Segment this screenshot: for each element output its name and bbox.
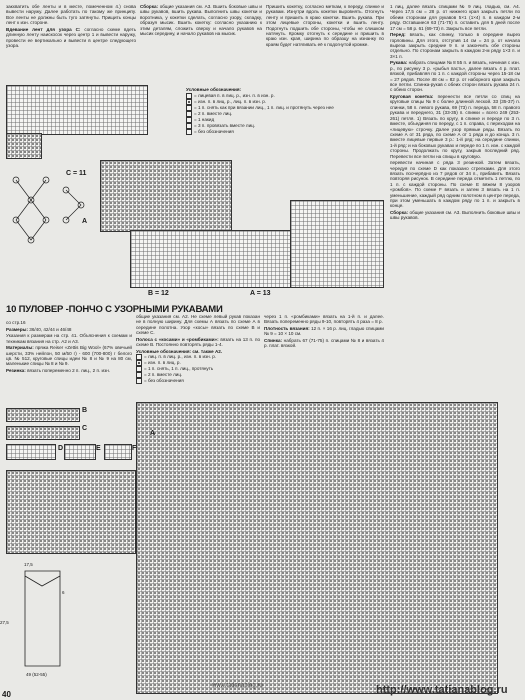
label-a: A — [82, 218, 88, 225]
legend-2-item: = без обозначения — [136, 378, 260, 384]
col1-ribbing-title: Резинка: — [6, 368, 26, 373]
chart-main-upper — [100, 160, 232, 232]
col4-perod-title: Перед: — [390, 32, 406, 38]
schematic-neckline — [25, 576, 60, 586]
legend-1-item: = 3 п. провязать вместе лиц. — [186, 123, 386, 129]
dim-3: 27,5 — [0, 620, 9, 625]
legend-2-item: = 2 п. вместе лиц. — [136, 372, 260, 378]
col4-top-text: 1 лиц, далее вязать спицами № 9 лиц. гладью, см. А4. Через 17,5 см = 28 р. от нижнего края закрыть петли по обеим сторонам для рукавов 5×1 (1×4) п. в каждом 2-м ряду. Оставшиеся 63 (71-75) п. оставить для 5 дней после 17 см = 58 р. 61 (69-73) п. Закрыть все петли. — [390, 4, 520, 31]
col4-sborka-title: Сборка: — [390, 209, 409, 215]
chart-f — [104, 444, 132, 460]
dim-4: 49 (52-55) — [26, 672, 47, 677]
col2-top-title: Сборка: — [140, 4, 159, 9]
chart-left-lower — [6, 470, 136, 554]
col1-page-ref: со стр.16 — [6, 320, 26, 325]
col1-sizes: 36/40, 42/44 и 46/48 — [29, 326, 72, 332]
label-c: C — [82, 425, 88, 432]
garment-schematic — [10, 556, 80, 686]
col4-perod-text: вязать, как спинку, только в середине вырез горловины. Для этого, отступив 14 см = 24 р. от начала выреза закрыть средние 9 п. и закончить обе стороны отдельно. По сторонам закрыть в каждом 2-м ряду 1×3 п. и 3×1 п. — [390, 32, 520, 59]
col1-mid-text: Указания к размерам на стр. 41. Объяснения к схемам и техникам вязания на стр. А2 и А3. — [6, 333, 132, 344]
col1-b-title: Вдевание лент для узора С: — [6, 26, 81, 32]
col3-mid-text: через 1 п. «ромбиками» вязать на 1-й п. и далее. Вязать попеременно ряды 9-10, повторять 4 раза = 8 р. — [264, 314, 384, 325]
legend-2-item: = изн. п. в лиц. р. — [136, 360, 260, 366]
col4-rukava-text: набрать спицами № 8 55 п. и вязать, начиная с изн. р., по рисунку 3 р. «рыбья пасть», далее вязать 4 р. плат. вязкой, прибавляя по 1 п. с каждой стороны через 15-18 см = 27 рядов. После 48 см = 82 р. от наборного края закрыть все петли. Спинка-рукав с обеих сторон вязать рукава 24 п. с обеих сторон. — [390, 60, 520, 93]
col1-ribbing: вязать попеременно 2 п. лиц., 2 п. изн. — [27, 368, 111, 373]
chart-b — [6, 408, 80, 422]
legend-1-item: = 2 п. вместе лиц. — [186, 111, 386, 117]
label-a13: A = 13 — [250, 290, 271, 297]
col1-b-text: согласно схеме вдеть длинную ленту наискосок через центр 1 и вывести наружу, провести ее вертикально и вывести в центре следующего узора. — [6, 26, 136, 49]
col2-top-text: общие указания см. А3. Вшить боковые швы и швы рукавов, вшить рукава. Выполнить швы кокетки и воротника, у кокетки сделать, согласно узору, складку, образуя мысик. Вшить кокетку: согласно указанию к этим деталям, сложить сверху и начало рукавов на мысик середину, и начало рукавов на мысик. — [140, 4, 262, 37]
column-3-top — [266, 4, 384, 84]
column-3-mid — [264, 314, 384, 402]
column-4 — [390, 4, 520, 389]
col4-sborka-text: общие указания см. А3. Выполнить боковые швы и швы рукавов. — [390, 209, 520, 221]
legend-1-item: = лицевая п. в лиц. р., изн. п. в изн. р. — [186, 93, 386, 99]
chart-main-lower — [130, 230, 292, 288]
legend-2: Условные обозначения: см. также А2. = лиц. п. в лиц. р., изн. п. в изн. р. = изн. п. в лиц. р. = 1 п. снять, 1 п. лиц., протянуть = 2 п. вместе лиц. = без обозначения — [136, 349, 260, 385]
label-b: B — [82, 407, 88, 414]
col4-bottom-text: перевести начиная с ряда 3 резинкой. Затем вязать, чередуя по схеме D как показано стрелками. Для этого вязать поочерёдно из 7 рядов от 34 п., прибавить. Вязать повторяя рисунок. В середине переда отметить 1 петлю, по 1 п. с каждой стороны. По схеме Е вяжем 8 узоров «ромбов». По схеме F вязать и затем 3 вязать на 1 п. уменьшение, каждый ряд одним полотном в центре переда, при этом уменьшать в каждом ряду по 1 п. и закрыть в конце. — [390, 160, 520, 209]
legend-1-item: = 1 п. снять как при вязании лиц., 1 п. лиц. и протянуть через нее — [186, 105, 386, 111]
legend-1-title: Условные обозначения: — [186, 87, 242, 92]
col3-pattern: 12 п. × 16 р. лиц. гладью спицами № 9 = 10 × 10 см. — [264, 326, 384, 337]
legend-2-item: = 1 п. снять, 1 п. лиц., протянуть — [136, 366, 260, 372]
chart-sleeve-large — [136, 402, 498, 694]
label-d: D — [58, 445, 64, 452]
label-b12: B = 12 — [148, 290, 169, 297]
col3-sp-title: Спинка: — [264, 338, 283, 343]
col4-rukava-title: Рукава: — [390, 60, 408, 66]
watermark-small: www.tatianablog.ru — [212, 683, 263, 689]
legend-1 — [186, 87, 386, 135]
col1-material: пряжа Reiser «Zettis Big Wool» (67% овечьей шерсти, 33% нейлон, 50 м/50 г) - 600 (700-800) г белого цв. № 512, круговые спицы идеи № 8 и № 9 на 80 см, маленькие спицы № 8 и № 9. — [6, 345, 132, 367]
label-c11: C = 11 — [66, 170, 87, 177]
section-title: 10 ПУЛОВЕР -ПОНЧО С УЗОРНЫМИ РУКАВАМИ — [6, 304, 223, 315]
dim-1: 17,5 — [24, 562, 33, 567]
col2-kosy: вязать на 13 п. по схеме В. Постоянно повторять ряды 1-4. — [136, 336, 260, 348]
chart-right-stair — [290, 200, 384, 288]
chart-c — [6, 426, 80, 440]
col3-sp: набрать 67 (71-75) п. спицами № 8 и вязать 4 р. плат. вязкой. — [264, 338, 384, 349]
col3-top-text: Пришить кокетку, согласно меткам, к переду, спинке и рукавам. Изнутри вдоль кокетки выровнять. Отогнуть ленту и пришить в краю кокетки. Вшить рукава. При этом лицевые стороны, кокетки и вшить ленту. Подогнуть подшить обе стороны, чтобы не слишком натянуть. Кромку отогнуть к середине и пришить в краю изн. края, ширина по образцу на изнанку по краям будет натягивать её к подогнутой кромке. — [266, 4, 384, 47]
chart-d — [6, 444, 56, 460]
ribbon-path — [16, 180, 46, 240]
label-a-large: A — [150, 430, 156, 437]
dim-2: 6 — [62, 590, 65, 595]
col4-voronka-title: Круговая кокетка: — [390, 94, 434, 100]
legend-2-item: = лиц. п. в лиц. р., изн. п. в изн. р. — [136, 354, 260, 360]
label-e: E — [96, 445, 101, 452]
col1-material-title: Материалы: — [6, 345, 34, 351]
legend-2-title: Условные обозначения: — [136, 348, 192, 354]
legend-1-item: = без обозначения — [186, 129, 386, 135]
column-1-top — [6, 4, 136, 84]
column-2-top — [140, 4, 262, 84]
chart-e — [64, 444, 96, 460]
legend-1-item: = 1 накид — [186, 117, 386, 123]
column-1-mid — [6, 320, 132, 402]
schematic-outline — [25, 571, 60, 666]
col2-mid-text: общие указания см. А2. Не схеме левый рукав показан не в полную ширину. Для схемы А вязать по схеме А в середине полотна. Узор «косы» вязать по схеме В и схеме С. — [136, 314, 260, 336]
col1-sizes-title: Размеры: — [6, 326, 28, 332]
page-number: 40 — [2, 690, 11, 699]
col1-top-text: закхватить обе ленты и в месте, помеченном 4.) снова вывести наружу. Далее работать по такому же принципу. Все ленты не должны быть туго затянуты. Прищить концы лент к изн. стороне. — [6, 4, 136, 26]
label-f: F — [132, 445, 137, 452]
column-2-mid — [136, 314, 260, 402]
site-watermark[interactable]: http://www.tatianablog.ru — [376, 684, 508, 696]
col3-pattern-title: Плотность вязания: — [264, 326, 310, 331]
chart-lace-step — [6, 133, 42, 159]
col4-voronka-text: перенести все петли со спиц на круговые спицы № 9 с более длинной леской. 33 (35-37) п. спинки, 58 п. левого рукава, 69 (73) п. переда, 58 п. правого рукава и переднего, 31 (33-35) п. спинки = всего 249 (253-261) петля. 1) Вязать по кругу, в спинке и переде по 3 п. вместе, объединяя по переду, с 1 п. справа, с переходом на «лицевую» строчку. Далее узор прямые ряды. Вязать по схеме А от 31 ряда, по схеме А от 1 ряда и до конца. 3 п. вместе лицевые первые 3 р.: 1-й ряд: на середине спинки, 1-й ряд: и на боковых рукавах и переде по 1 п. изн. с каждой стороны. Продолжать по кругу, закрыв последний ряд. Перевести все петли на спицы в круговую. — [390, 94, 520, 159]
legend-1-item: = изн. п. в лиц. р., лиц. п. в изн. р. — [186, 99, 386, 105]
chart-lace-top — [6, 85, 148, 135]
col2-kosy-title: Полоса с «косами» и «ромбиками»: — [136, 336, 219, 342]
